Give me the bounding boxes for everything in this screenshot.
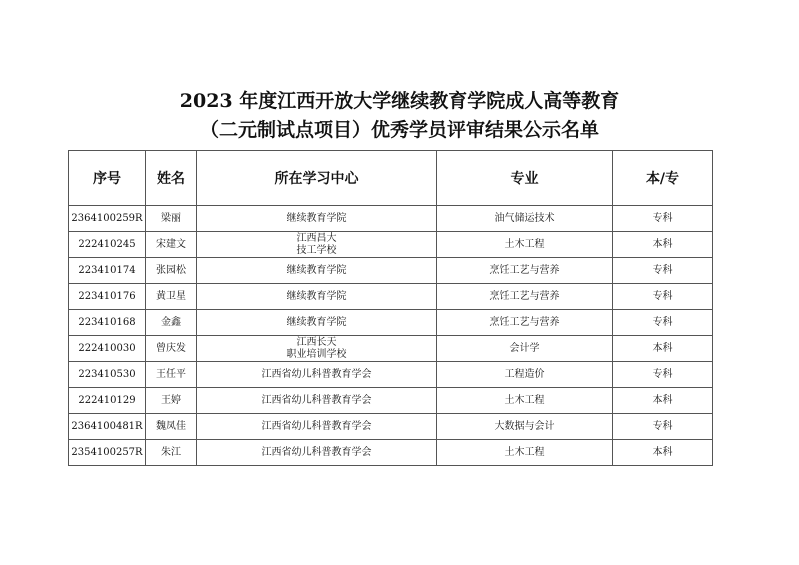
cell-level: 专科 (613, 362, 713, 388)
cell-serial-number: 222410129 (69, 388, 146, 414)
cell-serial-number: 223410174 (69, 258, 146, 284)
cell-name: 宋建文 (146, 232, 197, 258)
cell-learning-center: 继续教育学院 (197, 284, 437, 310)
table-row (69, 310, 713, 336)
header-serial-number: 序号 (69, 151, 146, 206)
table-row (69, 258, 713, 284)
cell-major: 油气储运技术 (437, 206, 613, 232)
cell-serial-number: 223410168 (69, 310, 146, 336)
cell-major: 工程造价 (437, 362, 613, 388)
cell-learning-center: 江西长天 职业培训学校 (197, 336, 437, 362)
cell-name: 魏凤佳 (146, 414, 197, 440)
document-title-line-2: （二元制试点项目）优秀学员评审结果公示名单 (199, 119, 599, 141)
cell-serial-number: 223410176 (69, 284, 146, 310)
table-row (69, 284, 713, 310)
cell-serial-number: 223410530 (69, 362, 146, 388)
cell-name: 梁丽 (146, 206, 197, 232)
cell-name: 张园松 (146, 258, 197, 284)
cell-learning-center: 江西省幼儿科普教育学会 (197, 388, 437, 414)
document-title-line-1: 2023 年度江西开放大学继续教育学院成人高等教育 (179, 90, 620, 112)
cell-serial-number: 2354100257R (69, 440, 146, 466)
table-row (69, 336, 713, 362)
cell-learning-center: 江西省幼儿科普教育学会 (197, 414, 437, 440)
table-row (69, 206, 713, 232)
cell-major: 烹饪工艺与营养 (437, 284, 613, 310)
cell-name: 王任平 (146, 362, 197, 388)
cell-major: 土木工程 (437, 388, 613, 414)
cell-serial-number: 222410030 (69, 336, 146, 362)
cell-level: 本科 (613, 440, 713, 466)
cell-level: 专科 (613, 258, 713, 284)
cell-name: 黄卫星 (146, 284, 197, 310)
cell-serial-number: 222410245 (69, 232, 146, 258)
cell-learning-center: 继续教育学院 (197, 206, 437, 232)
cell-major: 会计学 (437, 336, 613, 362)
cell-learning-center: 江西昌大 技工学校 (197, 232, 437, 258)
table-row (69, 362, 713, 388)
cell-level: 专科 (613, 414, 713, 440)
table-row (69, 414, 713, 440)
cell-level: 专科 (613, 284, 713, 310)
table-row (69, 388, 713, 414)
cell-level: 本科 (613, 232, 713, 258)
cell-major: 土木工程 (437, 232, 613, 258)
honor-roll-table (68, 150, 713, 466)
table-row (69, 440, 713, 466)
cell-name: 金鑫 (146, 310, 197, 336)
cell-learning-center: 继续教育学院 (197, 258, 437, 284)
cell-learning-center: 江西省幼儿科普教育学会 (197, 362, 437, 388)
header-level: 本/专 (613, 151, 713, 206)
cell-major: 烹饪工艺与营养 (437, 310, 613, 336)
header-learning-center: 所在学习中心 (197, 151, 437, 206)
cell-major: 烹饪工艺与营养 (437, 258, 613, 284)
cell-major: 土木工程 (437, 440, 613, 466)
cell-learning-center: 继续教育学院 (197, 310, 437, 336)
table-header-row (69, 151, 713, 206)
cell-learning-center: 江西省幼儿科普教育学会 (197, 440, 437, 466)
cell-name: 王婷 (146, 388, 197, 414)
cell-serial-number: 2364100259R (69, 206, 146, 232)
cell-level: 专科 (613, 310, 713, 336)
cell-major: 大数据与会计 (437, 414, 613, 440)
cell-serial-number: 2364100481R (69, 414, 146, 440)
cell-name: 朱江 (146, 440, 197, 466)
cell-level: 本科 (613, 388, 713, 414)
header-major: 专业 (437, 151, 613, 206)
table-row (69, 232, 713, 258)
header-name: 姓名 (146, 151, 197, 206)
cell-level: 本科 (613, 336, 713, 362)
cell-level: 专科 (613, 206, 713, 232)
cell-name: 曾庆发 (146, 336, 197, 362)
